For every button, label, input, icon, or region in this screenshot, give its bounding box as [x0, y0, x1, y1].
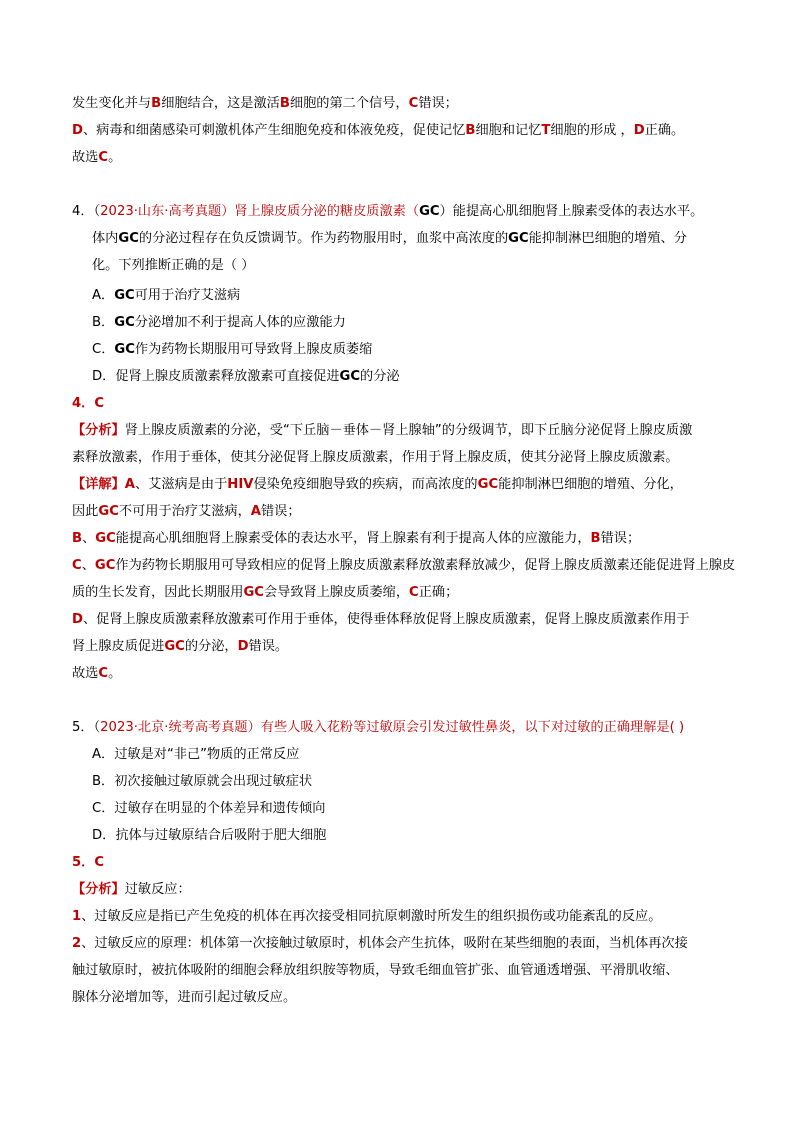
prev-explanation-line-1: 发生变化并与B细胞结合，这是激活B细胞的第二个信号，C错误； [72, 96, 458, 111]
q4-detail-d-line-2: 肾上腺皮质促进GC的分泌，D错误。 [72, 639, 289, 654]
q4-detail-d-line-1: D、促肾上腺皮质激素释放激素可作用于垂体，使得垂体释放促肾上腺皮质激素，促肾上腺皮质激素作用于 [72, 612, 690, 627]
prev-conclusion: 故选C。 [72, 150, 122, 165]
q4-analysis-line-2: 素释放激素，作用于垂体，使其分泌促肾上腺皮质激素，作用于肾上腺皮质，使其分泌肾上腺皮质激素。 [72, 450, 679, 465]
q4-conclusion: 故选C。 [72, 666, 122, 681]
q4-detail-c-line-2: 质的生长发育，因此长期服用GC会导致肾上腺皮质萎缩，C正确； [72, 585, 459, 600]
q5-analysis-point-2-line-2: 触过敏原时，被抗体吸附的细胞会释放组织胺等物质，导致毛细血管扩张、血管通透增强、平滑肌收缩、 [72, 963, 679, 978]
q4-option-d: D．促肾上腺皮质激素释放激素可直接促进GC的分泌 [92, 369, 400, 384]
q4-answer: 4．C [72, 396, 105, 411]
q4-option-b: B．GC分泌增加不利于提高人体的应激能力 [92, 315, 346, 330]
q4-stem-line-3: 化。下列推断正确的是（ ） [92, 258, 255, 273]
q4-option-a: A．GC可用于治疗艾滋病 [92, 288, 241, 303]
q5-option-d: D．抗体与过敏原结合后吸附于肥大细胞 [92, 828, 327, 843]
q5-analysis-point-2-line-1: 2、过敏反应的原理：机体第一次接触过敏原时，机体会产生抗体，吸附在某些细胞的表面，当机体再次接 [72, 936, 688, 951]
q5-option-b: B．初次接触过敏原就会出现过敏症状 [92, 774, 313, 789]
q5-answer: 5．C [72, 855, 105, 870]
q4-stem-line-2: 体内GC的分泌过程存在负反馈调节。作为药物服用时，血浆中高浓度的GC能抑制淋巴细胞的增殖、分 [92, 231, 687, 246]
q5-option-a: A．过敏是对“非己”物质的正常反应 [92, 747, 300, 762]
q4-detail-line-1: 【详解】A、艾滋病是由于HIV侵染免疫细胞导致的疾病，而高浓度的GC能抑制淋巴细胞的增殖、分化， [72, 477, 683, 492]
q4-analysis-line-1: 【分析】肾上腺皮质激素的分泌，受“下丘脑－垂体－肾上腺轴”的分级调节，即下丘脑分泌促肾上腺皮质激 [72, 423, 693, 438]
q5-analysis-point-1: 1、过敏反应是指已产生免疫的机体在再次接受相同抗原刺激时所发生的组织损伤或功能紊乱的反应。 [72, 909, 662, 924]
q4-stem-line-1: 4．（2023·山东·高考真题）肾上腺皮质分泌的糖皮质激素（GC）能提高心肌细胞肾上腺素受体的表达水平。 [72, 204, 704, 219]
q5-option-c: C．过敏存在明显的个体差异和遗传倾向 [92, 801, 326, 816]
q4-detail-c-line-1: C、GC作为药物长期服用可导致相应的促肾上腺皮质激素释放激素释放减少，促肾上腺皮质激素还能促进肾上腺皮 [72, 558, 736, 573]
q5-analysis-heading: 【分析】过敏反应： [72, 882, 191, 897]
q5-analysis-point-2-line-3: 腺体分泌增加等，进而引起过敏反应。 [72, 990, 297, 1005]
q4-detail-b: B、GC能提高心肌细胞肾上腺素受体的表达水平，肾上腺素有利于提高人体的应激能力，B错误； [72, 531, 641, 546]
q4-detail-line-2: 因此GC不可用于治疗艾滋病，A错误； [72, 504, 301, 519]
q4-option-c: C．GC作为药物长期服用可导致肾上腺皮质萎缩 [92, 342, 373, 357]
q5-stem: 5．（2023·北京·统考高考真题）有些人吸入花粉等过敏原会引发过敏性鼻炎，以下对过敏的正确理解是( ) [72, 720, 685, 735]
prev-explanation-line-2: D、病毒和细菌感染可刺激机体产生细胞免疫和体液免疫，促使记忆B细胞和记忆T细胞的形成 ，D正确。 [72, 123, 685, 138]
